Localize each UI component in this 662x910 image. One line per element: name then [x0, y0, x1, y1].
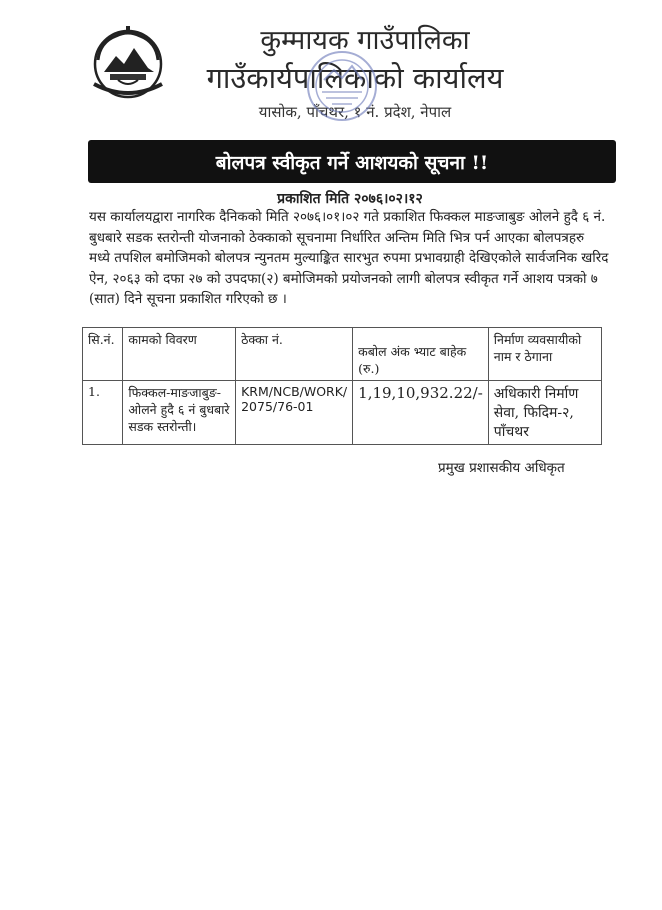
notice-title-banner [88, 140, 616, 183]
notice-body: यस कार्यालयद्वारा नागरिक दैनिकको मिति २०७६।०१।०२ गते प्रकाशित फिक्कल माङजाबुङ ओलने हुदै ६ नं. बुधबारे सडक स्तरोन्ती योजनाको ठेक्काको सूचनामा निर्धारित अन्तिम मिति भित्र पर्न आएका बोलपत्रहरु मध्ये तपशिल बमोजिमको बोलपत्र न्युनतम मुल्याङ्कित सारभुत रुपमा प्रभावग्राही देखिएकोले सार्वजनिक खरिद ऐन, २०६३ को दफा २७ को उपदफा(२) बमोजिमको प्रयोजनको लागी बोलपत्र स्वीकृत गर्ने आशय पत्रको ७ (सात) दिने सूचना प्रकाशित गरिएको छ । [89, 209, 609, 307]
cell-amount: 1,19,10,932.22/- [353, 381, 489, 445]
header-amount [353, 328, 489, 381]
header-contract-no: ठेक्का नं. [236, 328, 353, 381]
header-amount-text: कबोल अंक भ्याट बाहेक (रु.) [358, 344, 467, 376]
header-serial: सि.नं. [83, 328, 123, 381]
cell-description: फिक्कल-माङजाबुङ-ओलने हुदै ६ नं बुधबारे सडक स्तरोन्ती। [123, 381, 236, 445]
cell-vendor: अधिकारी निर्माण सेवा, फिदिम-२, पाँचथर [488, 381, 601, 445]
office-address: यासोक, पाँचथर, १ नं. प्रदेश, नेपाल [258, 103, 452, 121]
office-seal-stamp-icon [304, 48, 380, 124]
cell-contract-no: KRM/NCB/WORK/ 2075/76-01 [236, 381, 353, 445]
office-name: गाउँकार्यपालिकाको कार्यालय [206, 61, 504, 95]
table-header-row [83, 328, 602, 381]
cell-serial: 1. [83, 381, 123, 445]
header-vendor: निर्माण व्यवसायीको नाम र ठेगाना [488, 328, 601, 381]
published-date: प्रकाशित मिति २०७६।०२।१२ [277, 191, 423, 207]
notice-title: बोलपत्र स्वीकृत गर्ने आशयको सूचना !! [215, 151, 489, 174]
nepal-emblem-icon [88, 22, 168, 102]
municipality-name: कुम्मायक गाउँपालिका [260, 25, 470, 56]
signatory-title: प्रमुख प्रशासकीय अधिकृत [438, 460, 565, 476]
header-description: कामको विवरण [123, 328, 236, 381]
table-row [83, 381, 602, 445]
tender-table [82, 327, 602, 445]
